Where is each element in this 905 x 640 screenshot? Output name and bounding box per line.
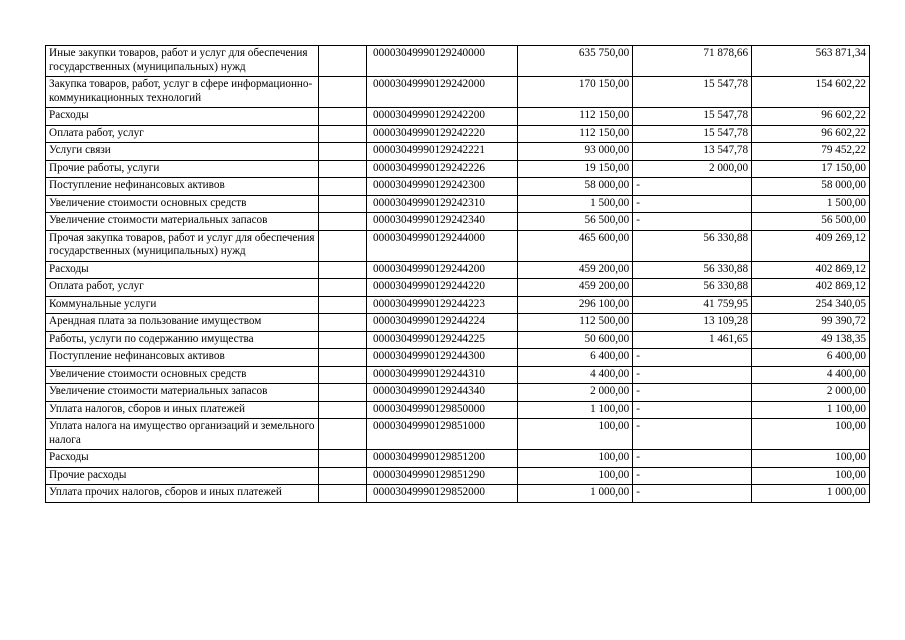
row-code-cell: 00003049990129244224 bbox=[367, 314, 518, 332]
row-blank-cell bbox=[319, 230, 367, 261]
row-remaining-amount-cell: 402 869,12 bbox=[752, 261, 870, 279]
row-blank-cell bbox=[319, 178, 367, 196]
row-code-cell: 00003049990129244200 bbox=[367, 261, 518, 279]
row-code-cell: 00003049990129851000 bbox=[367, 419, 518, 450]
row-executed-amount-cell: - bbox=[633, 450, 752, 468]
row-blank-cell bbox=[319, 195, 367, 213]
row-approved-amount-cell: 112 150,00 bbox=[518, 108, 633, 126]
table-row bbox=[46, 349, 870, 367]
row-blank-cell bbox=[319, 46, 367, 77]
table-row bbox=[46, 125, 870, 143]
row-approved-amount-cell: 459 200,00 bbox=[518, 279, 633, 297]
row-remaining-amount-cell: 96 602,22 bbox=[752, 108, 870, 126]
row-approved-amount-cell: 100,00 bbox=[518, 467, 633, 485]
row-remaining-amount-cell: 100,00 bbox=[752, 419, 870, 450]
row-code-cell: 00003049990129242000 bbox=[367, 77, 518, 108]
row-blank-cell bbox=[319, 261, 367, 279]
row-blank-cell bbox=[319, 331, 367, 349]
table-row bbox=[46, 279, 870, 297]
row-code-cell: 00003049990129242220 bbox=[367, 125, 518, 143]
row-approved-amount-cell: 465 600,00 bbox=[518, 230, 633, 261]
budget-table bbox=[45, 45, 870, 503]
table-row bbox=[46, 77, 870, 108]
row-code-cell: 00003049990129242300 bbox=[367, 178, 518, 196]
row-executed-amount-cell: - bbox=[633, 178, 752, 196]
row-code-cell: 00003049990129242200 bbox=[367, 108, 518, 126]
row-approved-amount-cell: 93 000,00 bbox=[518, 143, 633, 161]
row-name-cell: Прочая закупка товаров, работ и услуг для обеспечения государственных (муниципальных) нужд bbox=[46, 230, 319, 261]
row-remaining-amount-cell: 6 400,00 bbox=[752, 349, 870, 367]
row-blank-cell bbox=[319, 108, 367, 126]
row-remaining-amount-cell: 1 500,00 bbox=[752, 195, 870, 213]
row-approved-amount-cell: 112 150,00 bbox=[518, 125, 633, 143]
row-approved-amount-cell: 459 200,00 bbox=[518, 261, 633, 279]
row-remaining-amount-cell: 79 452,22 bbox=[752, 143, 870, 161]
row-name-cell: Расходы bbox=[46, 261, 319, 279]
row-code-cell: 00003049990129242310 bbox=[367, 195, 518, 213]
row-code-cell: 00003049990129850000 bbox=[367, 401, 518, 419]
row-executed-amount-cell: - bbox=[633, 213, 752, 231]
row-name-cell: Услуги связи bbox=[46, 143, 319, 161]
row-approved-amount-cell: 100,00 bbox=[518, 450, 633, 468]
row-approved-amount-cell: 1 500,00 bbox=[518, 195, 633, 213]
table-row bbox=[46, 366, 870, 384]
table-row bbox=[46, 314, 870, 332]
row-executed-amount-cell: - bbox=[633, 485, 752, 503]
row-remaining-amount-cell: 563 871,34 bbox=[752, 46, 870, 77]
row-executed-amount-cell: - bbox=[633, 195, 752, 213]
row-remaining-amount-cell: 96 602,22 bbox=[752, 125, 870, 143]
row-approved-amount-cell: 2 000,00 bbox=[518, 384, 633, 402]
row-name-cell: Работы, услуги по содержанию имущества bbox=[46, 331, 319, 349]
row-code-cell: 00003049990129851290 bbox=[367, 467, 518, 485]
row-approved-amount-cell: 50 600,00 bbox=[518, 331, 633, 349]
row-remaining-amount-cell: 58 000,00 bbox=[752, 178, 870, 196]
row-code-cell: 00003049990129244223 bbox=[367, 296, 518, 314]
table-row bbox=[46, 296, 870, 314]
table-row bbox=[46, 450, 870, 468]
row-name-cell: Арендная плата за пользование имуществом bbox=[46, 314, 319, 332]
row-executed-amount-cell: 56 330,88 bbox=[633, 279, 752, 297]
row-executed-amount-cell: - bbox=[633, 419, 752, 450]
row-blank-cell bbox=[319, 485, 367, 503]
row-approved-amount-cell: 112 500,00 bbox=[518, 314, 633, 332]
row-name-cell: Уплата прочих налогов, сборов и иных платежей bbox=[46, 485, 319, 503]
row-code-cell: 00003049990129244220 bbox=[367, 279, 518, 297]
row-code-cell: 00003049990129244340 bbox=[367, 384, 518, 402]
row-executed-amount-cell: 15 547,78 bbox=[633, 108, 752, 126]
row-code-cell: 00003049990129244300 bbox=[367, 349, 518, 367]
row-approved-amount-cell: 1 100,00 bbox=[518, 401, 633, 419]
row-remaining-amount-cell: 17 150,00 bbox=[752, 160, 870, 178]
row-blank-cell bbox=[319, 296, 367, 314]
row-code-cell: 00003049990129242340 bbox=[367, 213, 518, 231]
row-approved-amount-cell: 635 750,00 bbox=[518, 46, 633, 77]
row-name-cell: Оплата работ, услуг bbox=[46, 279, 319, 297]
row-approved-amount-cell: 296 100,00 bbox=[518, 296, 633, 314]
table-row bbox=[46, 108, 870, 126]
row-executed-amount-cell: - bbox=[633, 384, 752, 402]
row-remaining-amount-cell: 100,00 bbox=[752, 467, 870, 485]
row-approved-amount-cell: 4 400,00 bbox=[518, 366, 633, 384]
row-code-cell: 00003049990129244000 bbox=[367, 230, 518, 261]
row-name-cell: Закупка товаров, работ, услуг в сфере информационно-коммуникационных технологий bbox=[46, 77, 319, 108]
row-name-cell: Прочие работы, услуги bbox=[46, 160, 319, 178]
table-row bbox=[46, 467, 870, 485]
row-approved-amount-cell: 56 500,00 bbox=[518, 213, 633, 231]
row-executed-amount-cell: 13 109,28 bbox=[633, 314, 752, 332]
row-remaining-amount-cell: 1 000,00 bbox=[752, 485, 870, 503]
row-blank-cell bbox=[319, 366, 367, 384]
row-remaining-amount-cell: 49 138,35 bbox=[752, 331, 870, 349]
row-name-cell: Увеличение стоимости основных средств bbox=[46, 366, 319, 384]
row-blank-cell bbox=[319, 314, 367, 332]
row-blank-cell bbox=[319, 419, 367, 450]
row-code-cell: 00003049990129240000 bbox=[367, 46, 518, 77]
row-name-cell: Увеличение стоимости основных средств bbox=[46, 195, 319, 213]
row-blank-cell bbox=[319, 384, 367, 402]
table-row bbox=[46, 261, 870, 279]
table-row bbox=[46, 195, 870, 213]
row-name-cell: Увеличение стоимости материальных запасов bbox=[46, 213, 319, 231]
row-blank-cell bbox=[319, 349, 367, 367]
row-approved-amount-cell: 58 000,00 bbox=[518, 178, 633, 196]
row-blank-cell bbox=[319, 77, 367, 108]
row-blank-cell bbox=[319, 143, 367, 161]
row-remaining-amount-cell: 2 000,00 bbox=[752, 384, 870, 402]
table-row bbox=[46, 46, 870, 77]
row-code-cell: 00003049990129242221 bbox=[367, 143, 518, 161]
row-executed-amount-cell: - bbox=[633, 401, 752, 419]
row-name-cell: Увеличение стоимости материальных запасов bbox=[46, 384, 319, 402]
table-row bbox=[46, 419, 870, 450]
row-approved-amount-cell: 19 150,00 bbox=[518, 160, 633, 178]
row-blank-cell bbox=[319, 279, 367, 297]
row-remaining-amount-cell: 1 100,00 bbox=[752, 401, 870, 419]
row-executed-amount-cell: - bbox=[633, 349, 752, 367]
row-blank-cell bbox=[319, 401, 367, 419]
row-code-cell: 00003049990129852000 bbox=[367, 485, 518, 503]
row-name-cell: Оплата работ, услуг bbox=[46, 125, 319, 143]
row-remaining-amount-cell: 402 869,12 bbox=[752, 279, 870, 297]
row-remaining-amount-cell: 254 340,05 bbox=[752, 296, 870, 314]
row-executed-amount-cell: - bbox=[633, 467, 752, 485]
row-remaining-amount-cell: 154 602,22 bbox=[752, 77, 870, 108]
row-code-cell: 00003049990129244225 bbox=[367, 331, 518, 349]
row-executed-amount-cell: 56 330,88 bbox=[633, 230, 752, 261]
row-executed-amount-cell: - bbox=[633, 366, 752, 384]
row-name-cell: Коммунальные услуги bbox=[46, 296, 319, 314]
row-blank-cell bbox=[319, 125, 367, 143]
row-name-cell: Иные закупки товаров, работ и услуг для обеспечения государственных (муниципальных) нужд bbox=[46, 46, 319, 77]
table-row bbox=[46, 384, 870, 402]
row-executed-amount-cell: 15 547,78 bbox=[633, 125, 752, 143]
row-approved-amount-cell: 6 400,00 bbox=[518, 349, 633, 367]
row-remaining-amount-cell: 99 390,72 bbox=[752, 314, 870, 332]
table-row bbox=[46, 213, 870, 231]
row-blank-cell bbox=[319, 467, 367, 485]
row-name-cell: Поступление нефинансовых активов bbox=[46, 349, 319, 367]
row-blank-cell bbox=[319, 213, 367, 231]
table-body bbox=[46, 46, 870, 503]
row-code-cell: 00003049990129851200 bbox=[367, 450, 518, 468]
row-code-cell: 00003049990129244310 bbox=[367, 366, 518, 384]
table-row bbox=[46, 401, 870, 419]
row-executed-amount-cell: 13 547,78 bbox=[633, 143, 752, 161]
row-name-cell: Уплата налога на имущество организаций и земельного налога bbox=[46, 419, 319, 450]
table-row bbox=[46, 485, 870, 503]
row-executed-amount-cell: 56 330,88 bbox=[633, 261, 752, 279]
table-row bbox=[46, 143, 870, 161]
row-approved-amount-cell: 170 150,00 bbox=[518, 77, 633, 108]
table-row bbox=[46, 230, 870, 261]
row-executed-amount-cell: 41 759,95 bbox=[633, 296, 752, 314]
row-code-cell: 00003049990129242226 bbox=[367, 160, 518, 178]
row-blank-cell bbox=[319, 450, 367, 468]
row-executed-amount-cell: 2 000,00 bbox=[633, 160, 752, 178]
row-remaining-amount-cell: 100,00 bbox=[752, 450, 870, 468]
row-name-cell: Прочие расходы bbox=[46, 467, 319, 485]
row-name-cell: Расходы bbox=[46, 450, 319, 468]
row-executed-amount-cell: 1 461,65 bbox=[633, 331, 752, 349]
row-name-cell: Поступление нефинансовых активов bbox=[46, 178, 319, 196]
table-row bbox=[46, 331, 870, 349]
row-approved-amount-cell: 1 000,00 bbox=[518, 485, 633, 503]
row-remaining-amount-cell: 409 269,12 bbox=[752, 230, 870, 261]
row-remaining-amount-cell: 4 400,00 bbox=[752, 366, 870, 384]
table-row bbox=[46, 160, 870, 178]
row-name-cell: Уплата налогов, сборов и иных платежей bbox=[46, 401, 319, 419]
row-remaining-amount-cell: 56 500,00 bbox=[752, 213, 870, 231]
row-approved-amount-cell: 100,00 bbox=[518, 419, 633, 450]
table-row bbox=[46, 178, 870, 196]
row-executed-amount-cell: 71 878,66 bbox=[633, 46, 752, 77]
row-executed-amount-cell: 15 547,78 bbox=[633, 77, 752, 108]
row-blank-cell bbox=[319, 160, 367, 178]
row-name-cell: Расходы bbox=[46, 108, 319, 126]
